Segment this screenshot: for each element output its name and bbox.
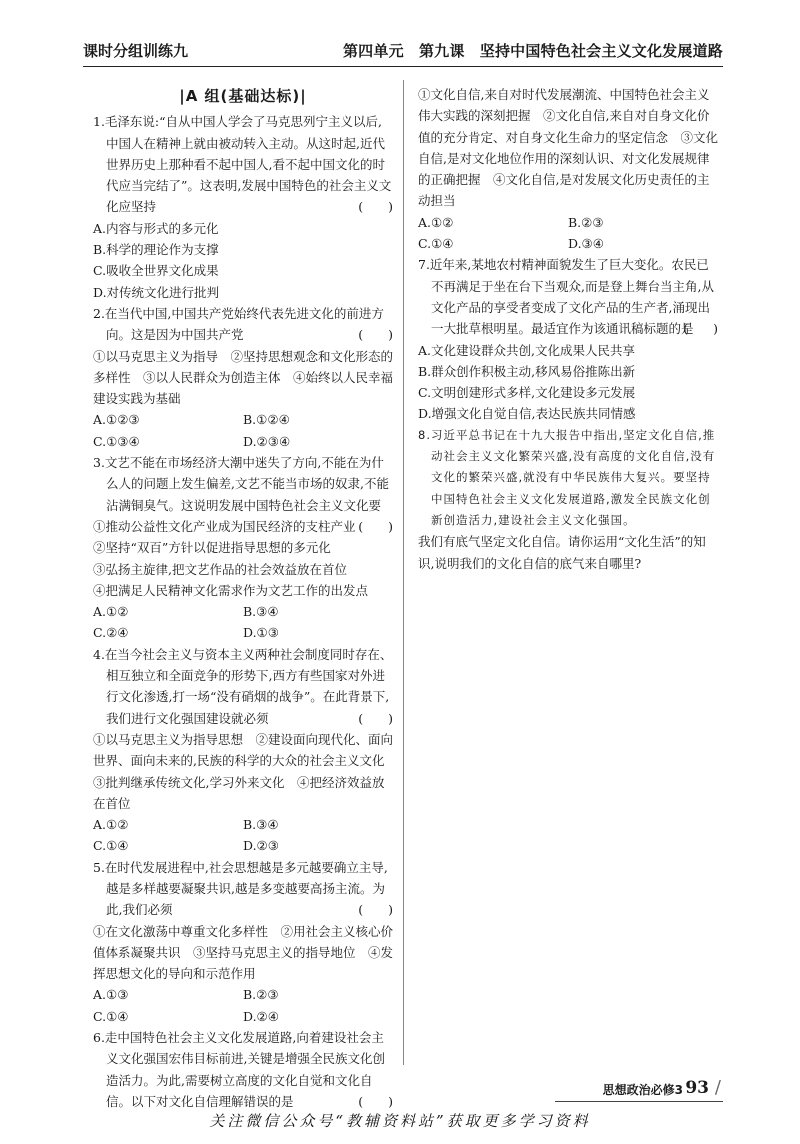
option: A.①② bbox=[418, 214, 454, 230]
book-title: 思想政治必修3 bbox=[602, 1083, 683, 1097]
option: C.吸收全世界文化成果 bbox=[93, 263, 219, 279]
question-stem: 6.走中国特色社会主义文化发展道路,向着建设社会主义文化强国宏伟目标前进,关键是增强全民族文化创造活力。为此,需要树立高度的文化自觉和文化自信。以下对文化自信理解错误的是 ( ) bbox=[93, 1027, 393, 1112]
question-6 bbox=[93, 1027, 393, 1112]
question-stem: 2.在当代中国,中国共产党始终代表先进文化的前进方向。这是因为中国共产党 ( ) bbox=[93, 303, 393, 346]
statement: ①推动公益性文化产业成为国民经济的支柱产业 bbox=[93, 518, 356, 534]
option: A.①② bbox=[93, 817, 129, 833]
statement: ②坚持“双百”方针以促进指导思想的多元化 bbox=[93, 540, 331, 556]
option: A.①②③ bbox=[93, 412, 140, 428]
option: A.①② bbox=[93, 604, 129, 620]
option: B.②③ bbox=[568, 214, 604, 230]
option: B.①②④ bbox=[243, 412, 290, 428]
answer-paren: ( ) bbox=[358, 327, 393, 343]
group-title: |A 组(基础达标)| bbox=[179, 87, 307, 105]
question-4 bbox=[93, 644, 397, 857]
page-number: 93 bbox=[685, 1078, 709, 1098]
question-stem: 5.在时代发展进程中,社会思想越是多元越要确立主导,越是多样越要凝聚共识,越是多变越要高扬主流。为此,我们必须 ( ) bbox=[93, 857, 393, 921]
option: B.科学的理论作为支撑 bbox=[93, 242, 219, 258]
left-column bbox=[93, 84, 397, 1112]
option: B.②③ bbox=[243, 987, 279, 1003]
question-prompt: 我们有底气坚定文化自信。请你运用“文化生活”的知识,说明我们的文化自信的底气来自哪里? bbox=[418, 534, 706, 571]
option: C.文明创建形式多样,文化建设多元发展 bbox=[418, 385, 636, 401]
option: A.内容与形式的多元化 bbox=[93, 220, 219, 236]
option: D.②③ bbox=[243, 838, 279, 854]
question-8 bbox=[418, 425, 718, 574]
footer-slash: / bbox=[714, 1077, 721, 1098]
page-footer bbox=[555, 1078, 723, 1100]
option: D.②④ bbox=[243, 1008, 279, 1024]
option: C.②④ bbox=[93, 625, 129, 641]
option: B.③④ bbox=[243, 604, 279, 620]
column-divider bbox=[403, 80, 404, 1065]
question-1 bbox=[93, 111, 393, 303]
answer-paren: ( ) bbox=[358, 710, 393, 726]
question-6-continued bbox=[418, 84, 718, 254]
question-5 bbox=[93, 857, 393, 1027]
option: C.①③④ bbox=[93, 433, 140, 449]
question-stem: 4.在当今社会主义与资本主义两种社会制度同时存在、相互独立和全面竞争的形势下,西方有些国家对外进行文化渗透,打一场“没有硝烟的战争”。在此背景下,我们进行文化强国建设就必须 ( ) bbox=[93, 644, 393, 729]
page-header bbox=[83, 40, 723, 64]
option: D.①③ bbox=[243, 625, 279, 641]
option: C.①④ bbox=[93, 1008, 129, 1024]
question-material: 8.习近平总书记在十九大报告中指出,坚定文化自信,推动社会主义文化繁荣兴盛,没有高度的文化自信,没有文化的繁荣兴盛,就没有中华民族伟大复兴。要坚持中国特色社会主义文化发展道路,激发全民族文化创新创造活力,建设社会主义文化强国。 bbox=[418, 427, 716, 527]
option: C.①④ bbox=[93, 838, 129, 854]
right-column bbox=[418, 84, 718, 574]
answer-paren: ( ) bbox=[358, 199, 393, 215]
answer-paren: ( ) bbox=[683, 321, 718, 337]
statements: ①文化自信,来自对时代发展潮流、中国特色社会主义伟大实践的深刻把握 ②文化自信,来自对自身文化价值的充分肯定、对自身文化生命力的坚定信念 ③文化自信,是对文化地位作用的深刻认识、对文化发展规律的正确把握 ④文化自信,是对发展文化历史责任的主动担当 bbox=[418, 87, 719, 209]
question-stem: 1.毛泽东说:“自从中国人学会了马克思列宁主义以后,中国人在精神上就由被动转入主动。从这时起,近代世界历史上那种看不起中国人,看不起中国文化的时代应当完结了”。这表明,发展中国特色的社会主义文化应坚持 ( ) bbox=[93, 111, 393, 217]
option: D.②③④ bbox=[243, 433, 291, 449]
option: A.①③ bbox=[93, 987, 129, 1003]
statement: ③弘扬主旋律,把文艺作品的社会效益放在首位 bbox=[93, 561, 347, 577]
unit-title: 第四单元 第九课 坚持中国特色社会主义文化发展道路 bbox=[342, 42, 723, 60]
answer-paren: ( ) bbox=[358, 902, 393, 918]
option: D.对传统文化进行批判 bbox=[93, 284, 220, 300]
answer-paren: ( ) bbox=[358, 1093, 393, 1109]
question-3 bbox=[93, 452, 393, 644]
option: B.群众创作积极主动,移风易俗推陈出新 bbox=[418, 363, 636, 379]
group-title-text: A 组(基础达标) bbox=[185, 87, 301, 105]
option: D.增强文化自觉自信,表达民族共同情感 bbox=[418, 406, 636, 422]
question-stem: 3.文艺不能在市场经济大潮中迷失了方向,不能在为什么人的问题上发生偏差,文艺不能当市场的奴隶,不能沾满铜臭气。这说明发展中国特色社会主义文化要 ( ) bbox=[93, 452, 393, 516]
lesson-title: 课时分组训练九 bbox=[83, 42, 189, 60]
question-7 bbox=[418, 254, 718, 424]
option: C.①④ bbox=[418, 236, 454, 252]
statements: ①以马克思主义为指导 ②坚持思想观念和文化形态的多样性 ③以人民群众为创造主体 ④始终以人民幸福建设实践为基础 bbox=[93, 348, 394, 407]
option: D.③④ bbox=[568, 236, 604, 252]
question-stem: 7.近年来,某地农村精神面貌发生了巨大变化。农民已不再满足于坐在台下当观众,而是登上舞台当主角,从文化产品的享受者变成了文化产品的生产者,涌现出一大批草根明星。最适宜作为该通讯稿标题的是 ( ) bbox=[418, 254, 718, 339]
question-2 bbox=[93, 303, 393, 452]
answer-paren: ( ) bbox=[358, 518, 393, 534]
option: B.③④ bbox=[243, 817, 279, 833]
header-rule bbox=[83, 66, 723, 67]
footer-rule bbox=[555, 1101, 723, 1102]
statements: ①以马克思主义为指导思想 ②建设面向现代化、面向世界、面向未来的,民族的科学的大众的社会主义文化 ③批判继承传统文化,学习外来文化 ④把经济效益放在首位 bbox=[93, 731, 397, 811]
option: A.文化建设群众共创,文化成果人民共享 bbox=[418, 342, 635, 358]
bottom-note: 关注微信公众号“教辅资料站”获取更多学习资料 bbox=[209, 1112, 591, 1130]
statement: ④把满足人民精神文化需求作为文艺工作的出发点 bbox=[93, 582, 369, 598]
statements: ①在文化激荡中尊重文化多样性 ②用社会主义核心价值体系凝聚共识 ③坚持马克思主义的指导地位 ④发挥思想文化的导向和示范作用 bbox=[93, 923, 394, 982]
